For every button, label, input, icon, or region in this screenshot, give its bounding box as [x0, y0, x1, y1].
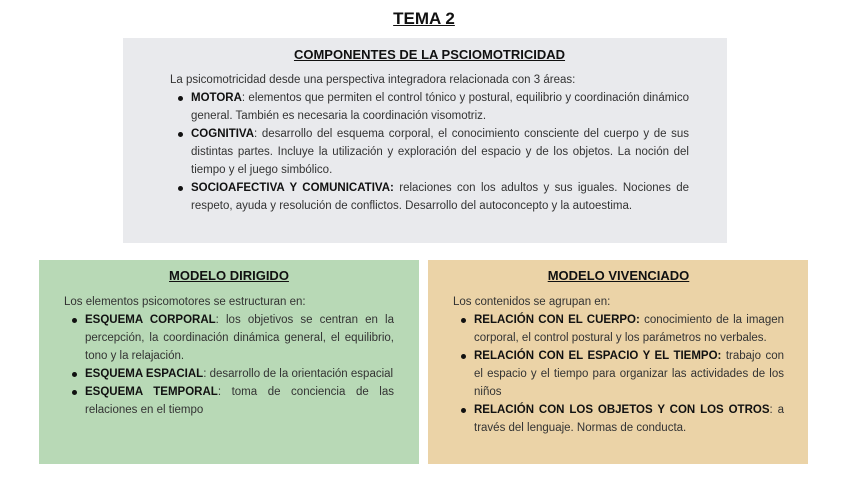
components-title: COMPONENTES DE LA PSCIOMOTRICIDAD — [293, 47, 566, 62]
list-item — [85, 365, 394, 383]
item-label: RELACIÓN CON LOS OBJETOS Y CON LOS OTROS — [474, 404, 770, 416]
item-separator: : — [254, 128, 258, 140]
modelo-vivenciado-box — [428, 260, 808, 464]
list-item — [85, 383, 394, 419]
item-label: SOCIOAFECTIVA Y COMUNICATIVA: — [191, 182, 394, 194]
modelo-vivenciado-list — [453, 311, 784, 437]
item-label: RELACIÓN CON EL ESPACIO Y EL TIEMPO: — [474, 350, 722, 362]
modelo-vivenciado-title: MODELO VIVENCIADO — [547, 268, 690, 283]
item-separator: : — [217, 386, 222, 398]
item-label: ESQUEMA TEMPORAL — [85, 386, 218, 398]
item-text: desarrollo de la orientación espacial — [206, 368, 394, 380]
item-text: conocimiento de la imagen corporal, el control postural y los parámetros no verbales. — [474, 314, 785, 344]
components-intro: La psicomotricidad desde una perspectiva integradora relacionada con 3 áreas: — [170, 74, 576, 86]
item-separator: : — [769, 404, 773, 416]
list-item — [474, 347, 784, 401]
list-item — [191, 89, 689, 125]
item-text: los objetivos se centran en la percepción, la coordinación dinámica general, el equilibrio, tono y la relajación. — [85, 314, 394, 362]
item-label: RELACIÓN CON EL CUERPO: — [474, 314, 640, 326]
list-item — [474, 311, 784, 347]
modelo-dirigido-list — [64, 311, 394, 419]
components-box — [123, 38, 727, 243]
item-label: MOTORA — [191, 92, 242, 104]
modelo-vivenciado-intro: Los contenidos se agrupan en: — [453, 296, 611, 308]
item-separator: : — [215, 314, 219, 326]
item-separator: : — [203, 368, 207, 380]
item-text: toma de conciencia de las relaciones en el tiempo — [85, 386, 394, 416]
list-item — [85, 311, 394, 365]
list-item — [191, 125, 689, 179]
item-text: a través del lenguaje. Normas de conducta. — [474, 404, 784, 434]
item-text: trabajo con el espacio y el tiempo para organizar las actividades de los niños — [474, 350, 784, 398]
item-separator: : — [241, 92, 246, 104]
components-list — [170, 89, 689, 215]
item-text: elementos que permiten el control tónico y postural, equilibrio y coordinación dinámico general. También es necesaria la coordinación visomotriz. — [191, 92, 689, 122]
item-text: relaciones con los adultos y sus iguales. Nociones de respeto, ayuda y resolución de conflictos. Desarrollo del autoconcepto y la autoestima. — [191, 182, 689, 212]
list-item — [191, 179, 689, 215]
modelo-dirigido-intro: Los elementos psicomotores se estructuran en: — [64, 296, 306, 308]
item-text: desarrollo del esquema corporal, el conocimiento consciente del cuerpo y de sus distintas partes. Incluye la utilización y exploración del espacio y de los objetos. La noción del tiempo y el juego simbólico. — [191, 128, 689, 176]
item-label: COGNITIVA — [191, 128, 255, 140]
item-label: ESQUEMA CORPORAL — [85, 314, 216, 326]
modelo-dirigido-title: MODELO DIRIGIDO — [169, 268, 289, 283]
page-title: TEMA 2 — [393, 9, 455, 28]
item-label: ESQUEMA ESPACIAL — [85, 368, 204, 380]
modelo-dirigido-box — [39, 260, 419, 464]
list-item — [474, 401, 784, 437]
